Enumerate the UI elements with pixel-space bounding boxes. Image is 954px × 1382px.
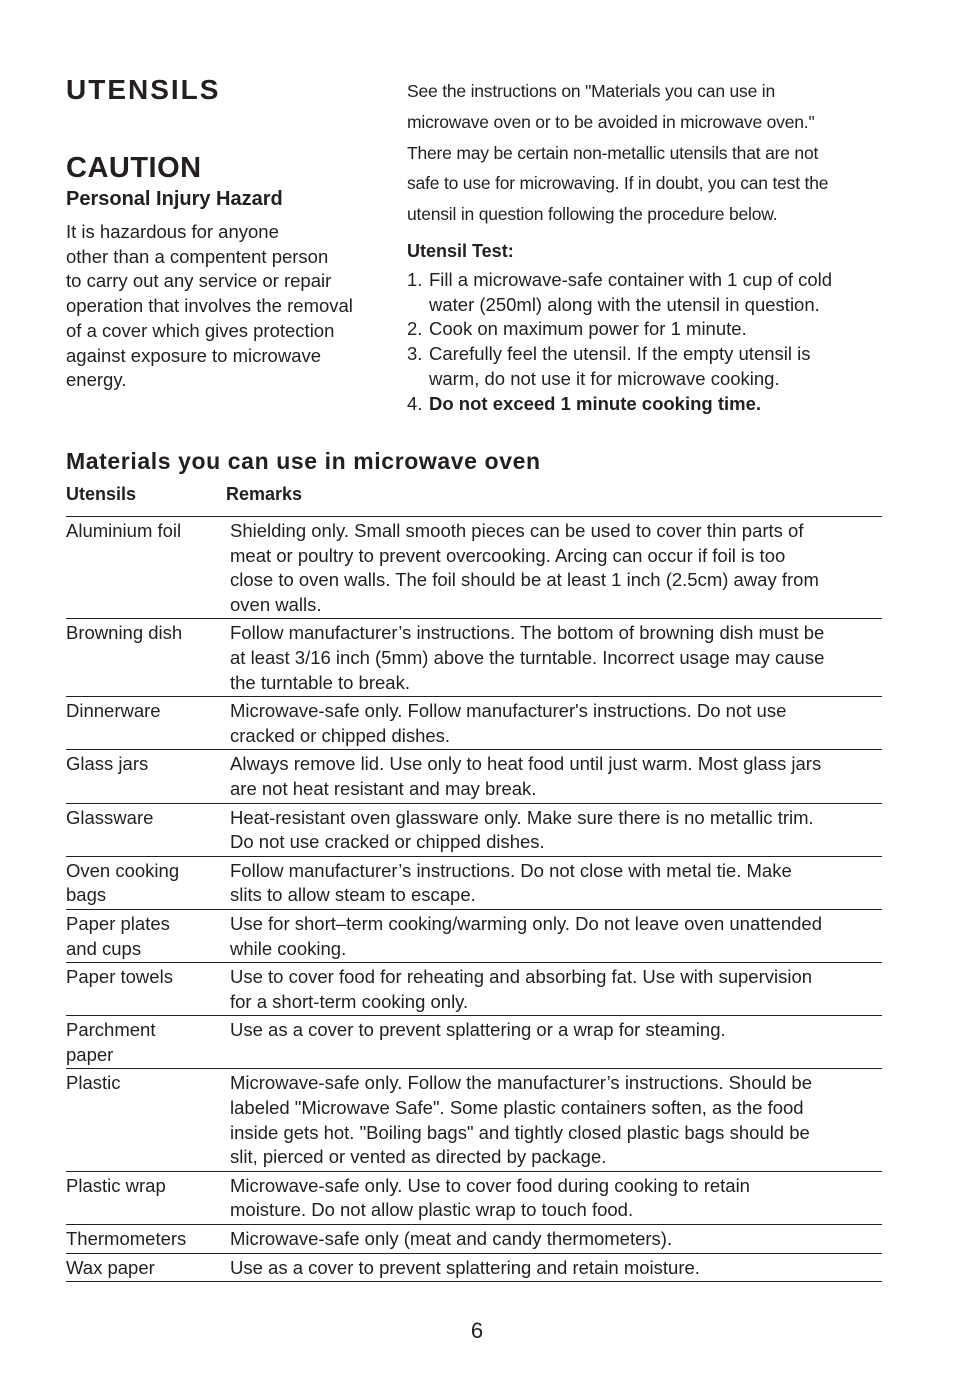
intro-line: microwave oven or to be avoided in microwave oven." [407, 111, 815, 132]
step-number: 2. [407, 318, 423, 340]
hazard-line: other than a compentent person [66, 245, 329, 267]
test-step [407, 317, 897, 342]
intro-paragraph [407, 76, 897, 230]
utensil-name: Oven cooking [66, 859, 180, 881]
hazard-text [66, 220, 396, 393]
table-row [66, 963, 882, 1016]
remarks-line: at least 3/16 inch (5mm) above the turntable. Incorrect usage may cause [230, 646, 825, 668]
remarks-cell [230, 1253, 882, 1282]
utensil-cell [66, 1253, 230, 1282]
utensil-cell [66, 1069, 230, 1171]
remarks-line: slits to allow steam to escape. [230, 884, 476, 906]
utensil-name: Paper plates [66, 912, 170, 934]
materials-heading: Materials you can use in microwave oven [66, 448, 541, 474]
remarks-cell [230, 1016, 882, 1069]
remarks-line: are not heat resistant and may break. [230, 777, 537, 799]
utensil-cell [66, 1016, 230, 1069]
remarks-cell [230, 963, 882, 1016]
intro-line: There may be certain non-metallic utensils that are not [407, 142, 819, 163]
remarks-cell [230, 697, 882, 750]
remarks-line: close to oven walls. The foil should be at least 1 inch (2.5cm) away from [230, 569, 819, 591]
remarks-cell [230, 1069, 882, 1171]
step-text: Do not exceed 1 minute cooking time. [429, 392, 762, 414]
step-number: 1. [407, 269, 423, 290]
table-row [66, 856, 882, 909]
remarks-line: Microwave-safe only. Follow the manufacturer’s instructions. Should be [230, 1072, 812, 1094]
utensil-name: and cups [66, 937, 142, 959]
remarks-line: Use for short–term cooking/warming only. Do not leave oven unattended [230, 912, 822, 934]
intro-line: safe to use for microwaving. If in doubt, you can test the [407, 173, 829, 194]
remarks-line: Heat-resistant oven glassware only. Make sure there is no metallic trim. [230, 806, 814, 828]
remarks-line: Use to cover food for reheating and absorbing fat. Use with supervision [230, 966, 813, 988]
remarks-line: Use as a cover to prevent splattering and retain moisture. [230, 1256, 700, 1278]
table-row [66, 1069, 882, 1171]
utensil-cell [66, 517, 230, 619]
step-number: 3. [407, 343, 423, 365]
remarks-cell [230, 1225, 882, 1254]
remarks-line: slit, pierced or vented as directed by package. [230, 1146, 607, 1168]
remarks-line: inside gets hot. "Boiling bags" and tightly closed plastic bags should be [230, 1121, 810, 1143]
table-row [66, 1171, 882, 1224]
remarks-cell [230, 909, 882, 962]
utensil-test-heading: Utensil Test: [407, 241, 514, 261]
step-text: warm, do not use it for microwave cooking. [429, 367, 780, 389]
page-number: 6 [470, 1318, 484, 1343]
utensil-cell [66, 750, 230, 803]
remarks-cell [230, 856, 882, 909]
remarks-line: Do not use cracked or chipped dishes. [230, 831, 545, 853]
utensil-name: Glassware [66, 806, 154, 828]
table-row [66, 619, 882, 697]
utensil-name: Plastic [66, 1072, 121, 1094]
utensil-name: Paper towels [66, 966, 173, 988]
caution-title: CAUTION [66, 152, 202, 184]
remarks-line: Shielding only. Small smooth pieces can be used to cover thin parts of [230, 520, 804, 541]
utensil-name: bags [66, 884, 107, 906]
table-row [66, 697, 882, 750]
utensil-name: Wax paper [66, 1256, 155, 1278]
remarks-line: Always remove lid. Use only to heat food until just warm. Most glass jars [230, 753, 822, 775]
page-title: UTENSILS [66, 74, 221, 105]
table-row [66, 1253, 882, 1282]
remarks-line: Microwave-safe only (meat and candy thermometers). [230, 1228, 673, 1250]
materials-table [66, 516, 882, 1282]
table-row [66, 750, 882, 803]
test-step [407, 342, 897, 391]
hazard-line: operation that involves the removal [66, 295, 353, 317]
table-row [66, 517, 882, 619]
hazard-line: of a cover which gives protection [66, 319, 335, 341]
utensil-cell [66, 909, 230, 962]
utensil-cell [66, 697, 230, 750]
utensil-name: paper [66, 1043, 114, 1065]
test-step [407, 268, 897, 317]
remarks-line: labeled "Microwave Safe". Some plastic containers soften, as the food [230, 1097, 804, 1119]
remarks-line: the turntable to break. [230, 671, 410, 693]
hazard-line: It is hazardous for anyone [66, 221, 279, 242]
step-number: 4. [407, 392, 423, 414]
remarks-cell [230, 619, 882, 697]
step-text: Carefully feel the utensil. If the empty utensil is [429, 343, 811, 365]
hazard-line: against exposure to microwave [66, 344, 322, 366]
remarks-line: Follow manufacturer’s instructions. The bottom of browning dish must be [230, 622, 825, 644]
remarks-line: Follow manufacturer’s instructions. Do not close with metal tie. Make [230, 859, 792, 881]
remarks-line: cracked or chipped dishes. [230, 724, 451, 746]
step-text: Cook on maximum power for 1 minute. [429, 318, 747, 340]
utensil-cell [66, 803, 230, 856]
utensil-name: Glass jars [66, 753, 149, 775]
remarks-line: for a short-term cooking only. [230, 990, 469, 1012]
utensil-cell [66, 856, 230, 909]
utensil-name: Thermometers [66, 1228, 187, 1250]
utensil-test-steps [407, 268, 897, 416]
hazard-line: energy. [66, 369, 127, 391]
utensil-cell [66, 1225, 230, 1254]
remarks-line: Use as a cover to prevent splattering or a wrap for steaming. [230, 1019, 726, 1041]
utensil-name: Parchment [66, 1019, 156, 1041]
step-text: Fill a microwave-safe container with 1 cup of cold [429, 269, 833, 290]
remarks-line: while cooking. [230, 937, 347, 959]
utensil-cell [66, 1171, 230, 1224]
step-text: water (250ml) along with the utensil in question. [429, 293, 820, 315]
intro-line: See the instructions on "Materials you can use in [407, 81, 776, 101]
utensil-name: Plastic wrap [66, 1174, 166, 1196]
remarks-cell [230, 803, 882, 856]
remarks-cell [230, 750, 882, 803]
remarks-cell [230, 1171, 882, 1224]
table-row [66, 1016, 882, 1069]
remarks-line: meat or poultry to prevent overcooking. Arcing can occur if foil is too [230, 544, 786, 566]
remarks-line: Microwave-safe only. Follow manufacturer's instructions. Do not use [230, 700, 787, 722]
column-header-utensils: Utensils [66, 484, 137, 504]
test-step [407, 392, 897, 417]
table-row [66, 1225, 882, 1254]
remarks-line: oven walls. [230, 593, 322, 615]
utensil-name: Aluminium foil [66, 520, 182, 541]
utensil-cell [66, 619, 230, 697]
intro-line: utensil in question following the procedure below. [407, 204, 778, 225]
table-row [66, 803, 882, 856]
hazard-line: to carry out any service or repair [66, 270, 332, 292]
hazard-heading: Personal Injury Hazard [66, 188, 283, 210]
utensil-name: Browning dish [66, 622, 183, 644]
remarks-cell [230, 517, 882, 619]
table-row [66, 909, 882, 962]
remarks-line: moisture. Do not allow plastic wrap to touch food. [230, 1199, 634, 1221]
column-header-remarks: Remarks [226, 484, 303, 504]
utensil-cell [66, 963, 230, 1016]
utensil-name: Dinnerware [66, 700, 161, 722]
remarks-line: Microwave-safe only. Use to cover food during cooking to retain [230, 1174, 750, 1196]
